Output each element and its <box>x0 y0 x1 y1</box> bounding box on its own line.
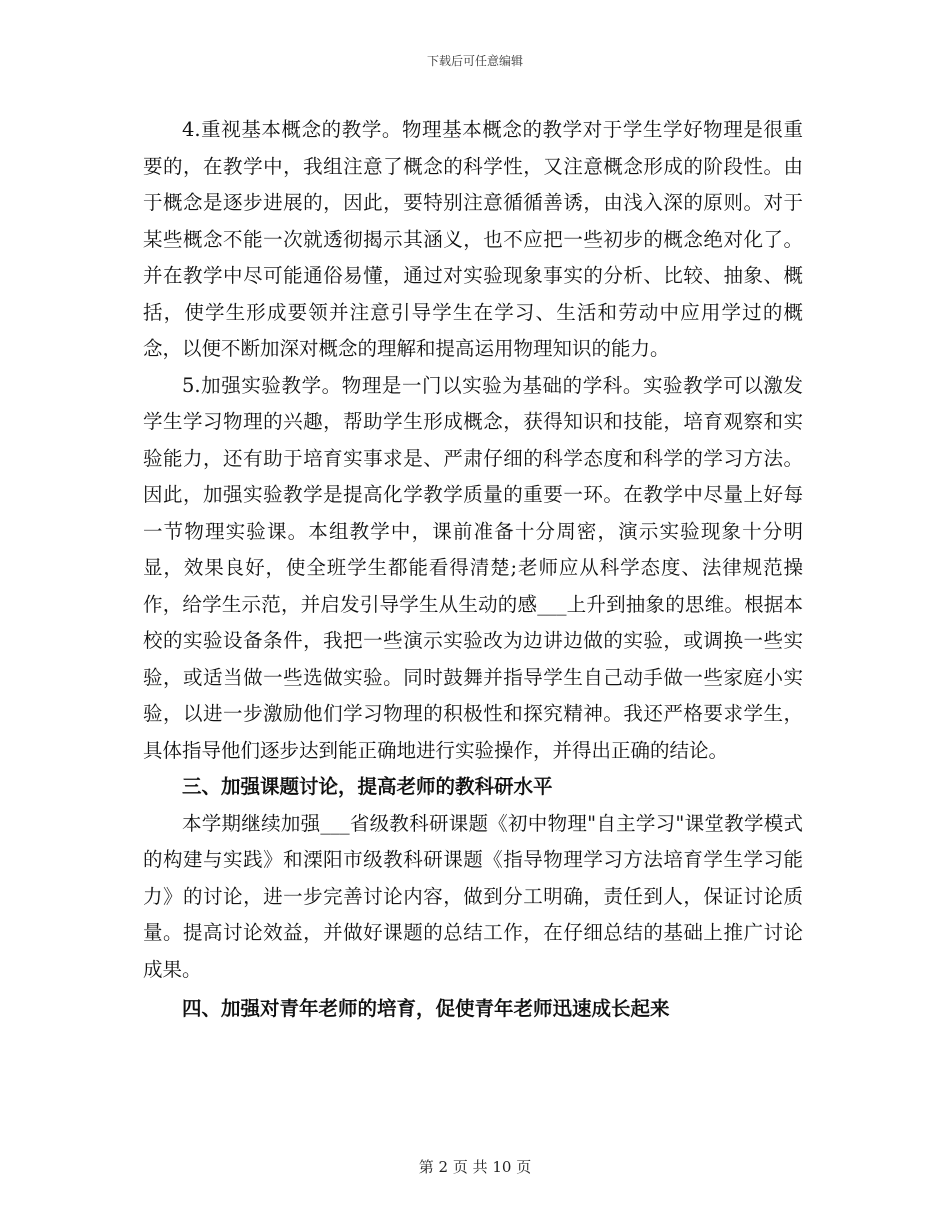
section-heading-research: 三、加强课题讨论，提高老师的教科研水平 <box>182 775 553 798</box>
section-heading-young-teachers: 四、加强对青年老师的培育，促使青年老师迅速成长起来 <box>182 997 670 1020</box>
paragraph-research: 本学期继续加强___省级教科研课题《初中物理"自主学习"课堂教学模式的构建与实践》和溧阳市级教科研课题《指导物理学习方法培育学生学习能力》的讨论，进一步完善讨论内容，做到分工明确，责任到人，保证讨论质量。提高讨论效益，并做好课题的总结工作，在仔细总结的基础上推广讨论成果。 <box>143 811 803 981</box>
document-body <box>143 112 803 1028</box>
paragraph-experiments: 5.加强实验教学。物理是一门以实验为基础的学科。实验教学可以激发学生学习物理的兴趣，帮助学生形成概念，获得知识和技能，培育观察和实验能力，还有助于培育实事求是、严肃仔细的科学态度和科学的学习方法。因此，加强实验教学是提高化学教学质量的重要一环。在教学中尽量上好每一节物理实验课。本组教学中，课前准备十分周密，演示实验现象十分明显，效果良好，使全班学生都能看得清楚;老师应从科学态度、法律规范操作，给学生示范，并启发引导学生从生动的感___上升到抽象的思维。根据本校的实验设备条件，我把一些演示实验改为边讲边做的实验，或调换一些实验，或适当做一些选做实验。同时鼓舞并指导学生自己动手做一些家庭小实验，以进一步激励他们学习物理的积极性和探究精神。我还严格要求学生，具体指导他们逐步达到能正确地进行实验操作，并得出正确的结论。 <box>143 373 803 762</box>
page-header: 下载后可任意编辑 <box>426 54 523 68</box>
paragraph-concepts: 4.重视基本概念的教学。物理基本概念的教学对于学生学好物理是很重要的，在教学中，我组注意了概念的科学性，又注意概念形成的阶段性。由于概念是逐步进展的，因此，要特别注意循循善诱，由浅入深的原则。对于某些概念不能一次就透彻揭示其涵义，也不应把一些初步的概念绝对化了。并在教学中尽可能通俗易懂，通过对实验现象事实的分析、比较、抽象、概括，使学生形成要领并注意引导学生在学习、生活和劳动中应用学过的概念，以便不断加深对概念的理解和提高运用物理知识的能力。 <box>143 118 803 360</box>
page-footer: 第 2 页 共 10 页 <box>418 1158 532 1176</box>
